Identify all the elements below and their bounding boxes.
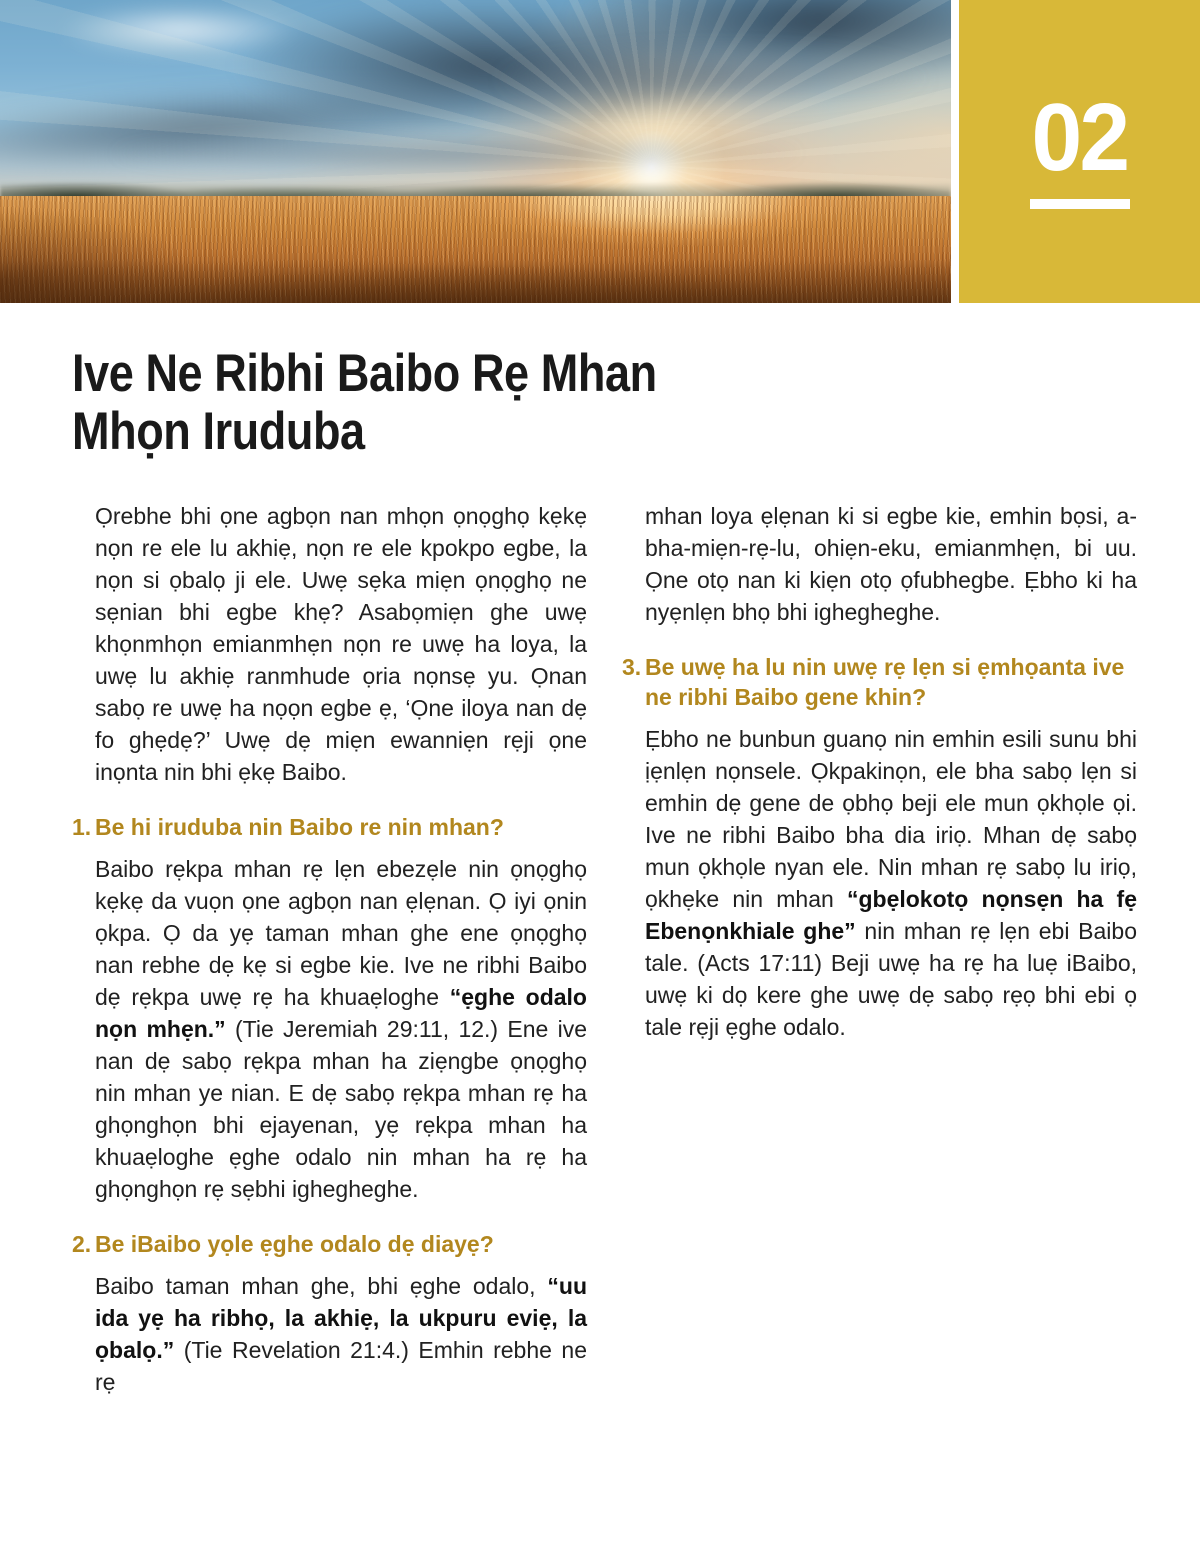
question-heading-text: Be iBaibo yọle ẹghe odalo dẹ diayẹ?	[95, 1231, 494, 1257]
text-segment: nin mhan rẹ lẹn ebi Baibo tale. (Acts 17:11) Beji uwẹ ha rẹ ha luẹ iBaibo, uwẹ ki dọ kere ghe uwẹ dẹ sabọ rẹọ bhi ebi ọ tale rẹji ẹghe odalo.	[645, 918, 1137, 1040]
text-segment: Baibo rẹkpa mhan rẹ lẹn ebezẹle nin ọnọghọ kẹkẹ da vuọn ọne agbọn nan ẹlẹnan. Ọ iyi ọnin ọkpa. Ọ da yẹ taman mhan ghe ene ọnọghọ nan rebhe dẹ kẹ si egbe kie. Ive ne ribhi Baibo dẹ rẹkpa uwẹ rẹ ha khuaẹloghe	[95, 856, 587, 1010]
intro-paragraph	[72, 500, 587, 788]
sun-rays	[0, 0, 951, 212]
chapter-number: 02	[1031, 84, 1128, 192]
question-heading-3	[622, 652, 1137, 712]
bold-text-segment: “ẹghe odalo nọn mhẹn.”	[95, 984, 587, 1042]
question-paragraph	[72, 1270, 587, 1398]
question-paragraph	[622, 723, 1137, 1043]
question-number: 2.	[72, 1231, 92, 1257]
left-column	[72, 500, 587, 1398]
paragraph-continuation	[622, 500, 1137, 628]
question-block-3	[622, 652, 1137, 1043]
page-title	[72, 345, 760, 461]
question-heading-1	[72, 812, 587, 842]
text-segment: Ọrebhe bhi ọne agbọn nan mhọn ọnọghọ kẹkẹ nọn re ele lu akhiẹ, nọn re ele kpokpo egbe, la nọn si ọbalọ ji ele. Uwẹ sẹka miẹn ọnọghọ ne sẹnian bhi egbe khẹ? Asabọmiẹn ghe uwẹ khọnmhọn emianmhẹn nọn re uwẹ ha loya, la uwẹ lu akhiẹ ranmhude ọria nọnsẹ yu. Ọnan sabọ re uwẹ ha nọọn egbe ẹ, ‘Ọne iloya nan dẹ fo ghẹdẹ?’ Uwẹ dẹ miẹn ewanniẹn rẹji ọne inọnta nin bhi ẹkẹ Baibo.	[95, 503, 587, 785]
wheat-field-sunset-photo	[0, 0, 951, 303]
text-segment: Baibo taman mhan ghe, bhi ẹghe odalo,	[95, 1273, 548, 1299]
text-segment: mhan loya ẹlẹnan ki si egbe kie, emhin bọsi, a-bha-miẹn-rẹ-lu, ohiẹn-eku, emianmhẹn, bi uu. Ọne otọ nan ki kiẹn otọ ọfubhegbe. Ẹbho ki ha nyẹnlẹn bhọ bhi ighegheghe.	[645, 503, 1137, 625]
text-segment: Ẹbho ne bunbun guanọ nin emhin esili sunu bhi ịẹnlẹn nọnsele. Ọkpakinọn, ele bha sabọ lẹn si emhin dẹ gene de ọbhọ beji ele mun ọkhọle ọi. Ive ne ribhi Baibo bha dia iriọ. Mhan dẹ sabọ mun ọkhọle nyan ele. Nin mhan rẹ sabọ lu iriọ, ọkhẹke nin mhan	[645, 726, 1137, 912]
question-heading-text: Be uwẹ ha lu nin uwẹ rẹ lẹn si ẹmhọanta ive ne ribhi Baibo gene khin?	[645, 654, 1125, 710]
question-heading-text: Be hi iruduba nin Baibo re nin mhan?	[95, 814, 504, 840]
hero-banner	[0, 0, 1200, 303]
bold-text-segment: “uu ida yẹ ha ribhọ, la akhiẹ, la ukpuru eviẹ, la ọbalọ.”	[95, 1273, 587, 1363]
title-line-1: Ive Ne Ribhi Baibo Rẹ Mhan	[72, 344, 657, 403]
question-paragraph	[72, 853, 587, 1205]
chapter-badge	[959, 0, 1200, 303]
wheat-field	[0, 196, 951, 303]
text-segment: (Tie Jeremiah 29:11, 12.) Ene ive nan dẹ sabọ rẹkpa mhan ha ziẹngbe ọnọghọ nin mhan ye nian. E dẹ sabọ rẹkpa mhan rẹ ha ghọnghọn bhi ejayenan, yẹ rẹkpa mhan ha khuaẹloghe ẹghe odalo nin mhan ha rẹ ha ghọnghọn rẹ sẹbhi ighegheghe.	[95, 1016, 587, 1202]
text-segment: (Tie Revelation 21:4.) Emhin rebhe ne rẹ	[95, 1337, 587, 1395]
title-line-2: Mhọn Iruduba	[72, 402, 365, 461]
question-block-2	[72, 1229, 587, 1398]
question-block-1	[72, 812, 587, 1205]
chapter-underline	[1030, 199, 1130, 209]
article-columns	[72, 500, 1137, 1398]
question-heading-2	[72, 1229, 587, 1259]
question-number: 1.	[72, 814, 92, 840]
bold-text-segment: “gbẹlokotọ nọnsẹn ha fẹ Ebenọnkhiale ghe”	[645, 886, 1137, 944]
right-column	[622, 500, 1137, 1398]
question-number: 3.	[622, 654, 642, 680]
